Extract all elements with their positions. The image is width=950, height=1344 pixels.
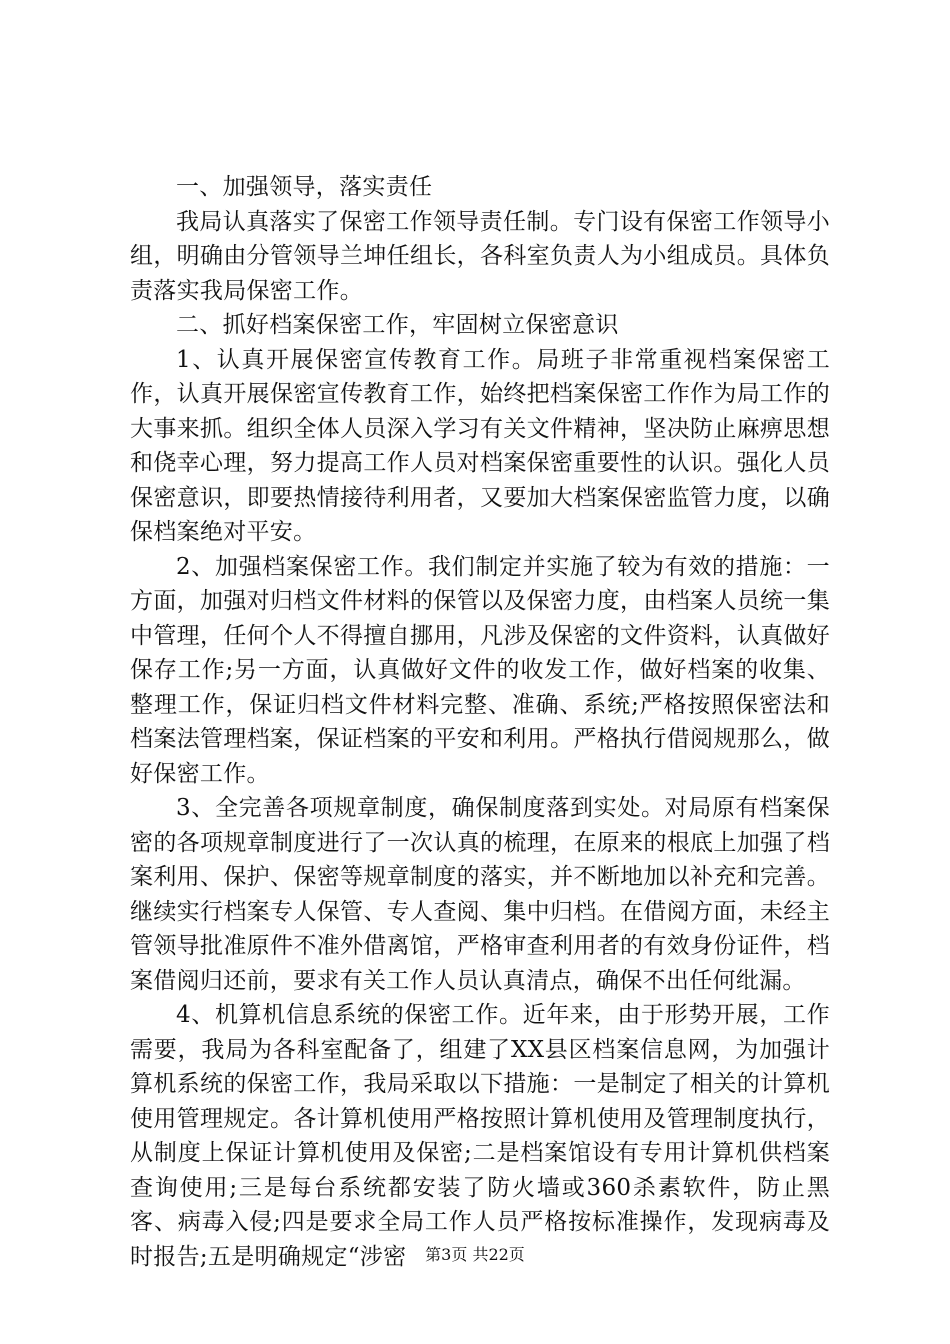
paragraph-item-1: 1、认真开展保密宣传教育工作。局班子非常重视档案保密工作，认真开展保密宣传教育工作，始终把档案保密工作作为局工作的大事来抓。组织全体人员深入学习有关文件精神，坚决防止麻痹思想和侥幸心理，努力提高工作人员对档案保密重要性的认识。强化人员保密意识，即要热情接待利用者，又要加大档案保密监管力度，以确保档案绝对平安。 xyxy=(130,346,830,545)
paragraph-item-2: 2、加强档案保密工作。我们制定并实施了较为有效的措施：一方面，加强对归档文件材料的保管以及保密力度，由档案人员统一集中管理，任何个人不得擅自挪用，凡涉及保密的文件资料，认真做好保存工作;另一方面，认真做好文件的收发工作，做好档案的收集、整理工作，保证归档文件材料完整、准确、系统;严格按照保密法和档案法管理档案，保证档案的平安和利用。严格执行借阅规那么，做好保密工作。 xyxy=(130,553,830,787)
document-body xyxy=(130,170,830,1274)
section-heading-1: 一、加强领导，落实责任 xyxy=(176,174,433,200)
paragraph-leadership: 我局认真落实了保密工作领导责任制。专门设有保密工作领导小组，明确由分管领导兰坤任组长，各科室负责人为小组成员。具体负责落实我局保密工作。 xyxy=(130,208,830,304)
section-heading-2: 二、抓好档案保密工作，牢固树立保密意识 xyxy=(176,312,619,338)
page-number-footer: 第3页 共22页 xyxy=(425,1245,525,1264)
paragraph-item-4: 4、机算机信息系统的保密工作。近年来，由于形势开展，工作需要，我局为各科室配备了，组建了XX县区档案信息网，为加强计算机系统的保密工作，我局采取以下措施：一是制定了相关的计算机使用管理规定。各计算机使用严格按照计算机使用及管理制度执行，从制度上保证计算机使用及保密;二是档案馆设有专用计算机供档案查询使用;三是每台系统都安装了防火墙或360杀素软件，防止黑客、病毒入侵;四是要求全局工作人员严格按标准操作，发现病毒及时报告;五是明确规定“涉密 xyxy=(130,1002,830,1270)
paragraph-item-3: 3、全完善各项规章制度，确保制度落到实处。对局原有档案保密的各项规章制度进行了一次认真的梳理，在原来的根底上加强了档案利用、保护、保密等规章制度的落实，并不断地加以补充和完善。继续实行档案专人保管、专人查阅、集中归档。在借阅方面，未经主管领导批准原件不准外借离馆，严格审查利用者的有效身份证件，档案借阅归还前，要求有关工作人员认真清点，确保不出任何纰漏。 xyxy=(130,795,830,994)
